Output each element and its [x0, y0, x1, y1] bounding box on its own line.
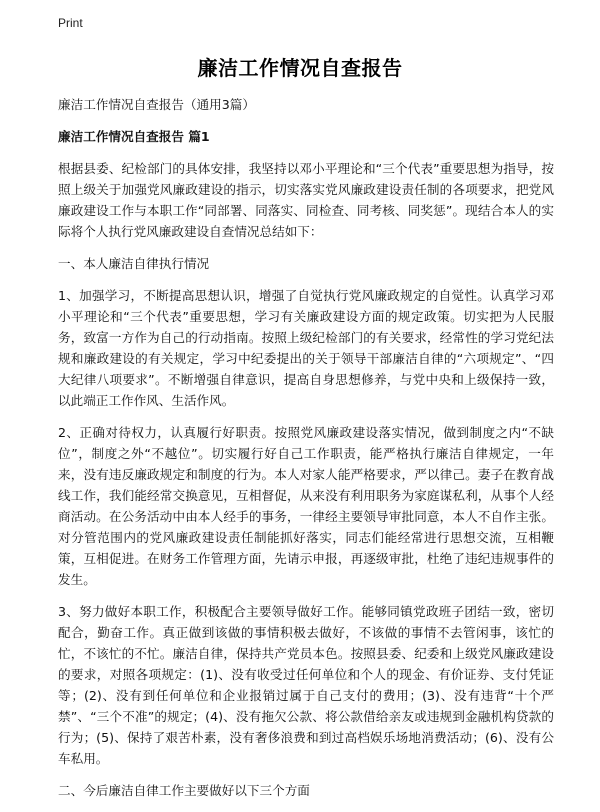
paragraph-item-2: 2、正确对待权力，认真履行好职责。按照党风廉政建设落实情况，做到制度之内“不缺位”，制度之外“不越位”。切实履行好自己工作职责，能严格执行廉洁自律规定，一年来，没有违反廉政规定和制度的行为。本人对家人能严格要求，严以律己。妻子在教育战线工作，我们能经常交换意见，互相督促，从来没有利用职务为家庭谋私利，从事个人经商活动。在公务活动中由本人经手的事务，一律经主要领导审批同意，本人不自作主张。对分管范围内的党风廉政建设责任制能抓好落实，同志们能经常进行思想交流，互相鞭策，互相促进。在财务工作管理方面，先请示申报，再逐级审批，杜绝了违纪违规事件的发生。 — [58, 425, 554, 587]
document-body — [58, 94, 554, 812]
part-heading: 廉洁工作情况自查报告 篇1 — [58, 129, 210, 144]
page-title: 廉洁工作情况自查报告 — [197, 56, 403, 80]
section-heading-2: 二、今后廉洁自律工作主要做好以下三个方面 — [58, 783, 310, 798]
section-heading-1: 一、本人廉洁自律执行情况 — [58, 256, 210, 271]
paragraph-item-1: 1、加强学习，不断提高思想认识，增强了自觉执行党风廉政规定的自觉性。认真学习邓小平理论和“三个代表”重要思想，学习有关廉政建设方面的规定政策。切实把为人民服务，致富一方作为自己的行动指南。按照上级纪检部门的有关要求，经常性的学习党纪法规和廉政建设的有关规定，学习中纪委提出的关于领导干部廉洁自律的“六项规定”、“四大纪律八项要求”。不断增强自律意识，提高自身思想修养，与党中央和上级保持一致，以此端正工作作风、生活作风。 — [58, 288, 554, 408]
print-link[interactable]: Print — [58, 16, 83, 30]
document-subtitle: 廉洁工作情况自查报告（通用3篇） — [58, 97, 255, 112]
paragraph-item-3: 3、努力做好本职工作，积极配合主要领导做好工作。能够同镇党政班子团结一致，密切配合，勤奋工作。真正做到该做的事情积极去做好，不该做的事情不去管闲事，该忙的忙，不该忙的不忙。廉洁自律，保持共产党员本色。按照县委、纪委和上级党风廉政建设的要求，对照各项规定：(1)、没有收受过任何单位和个人的现金、有价证券、支付凭证等；(2)、没有到任何单位和企业报销过属于自己支付的费用；(3)、没有违背“十个严禁”、“三个不准”的规定；(4)、没有拖欠公款、将公款借给亲友或违规到金融机构贷款的行为；(5)、保持了艰苦朴素，没有奢侈浪费和到过高档娱乐场地消费活动；(6)、没有公车私用。 — [58, 604, 554, 766]
intro-paragraph: 根据县委、纪检部门的具体安排，我坚持以邓小平理论和“三个代表”重要思想为指导，按照上级关于加强党风廉政建设的指示，切实落实党风廉政建设责任制的各项要求，把党风廉政建设工作与本职工作“同部署、同落实、同检查、同考核、同奖惩”。现结合本人的实际将个人执行党风廉政建设自查情况总结如下： — [58, 161, 554, 239]
